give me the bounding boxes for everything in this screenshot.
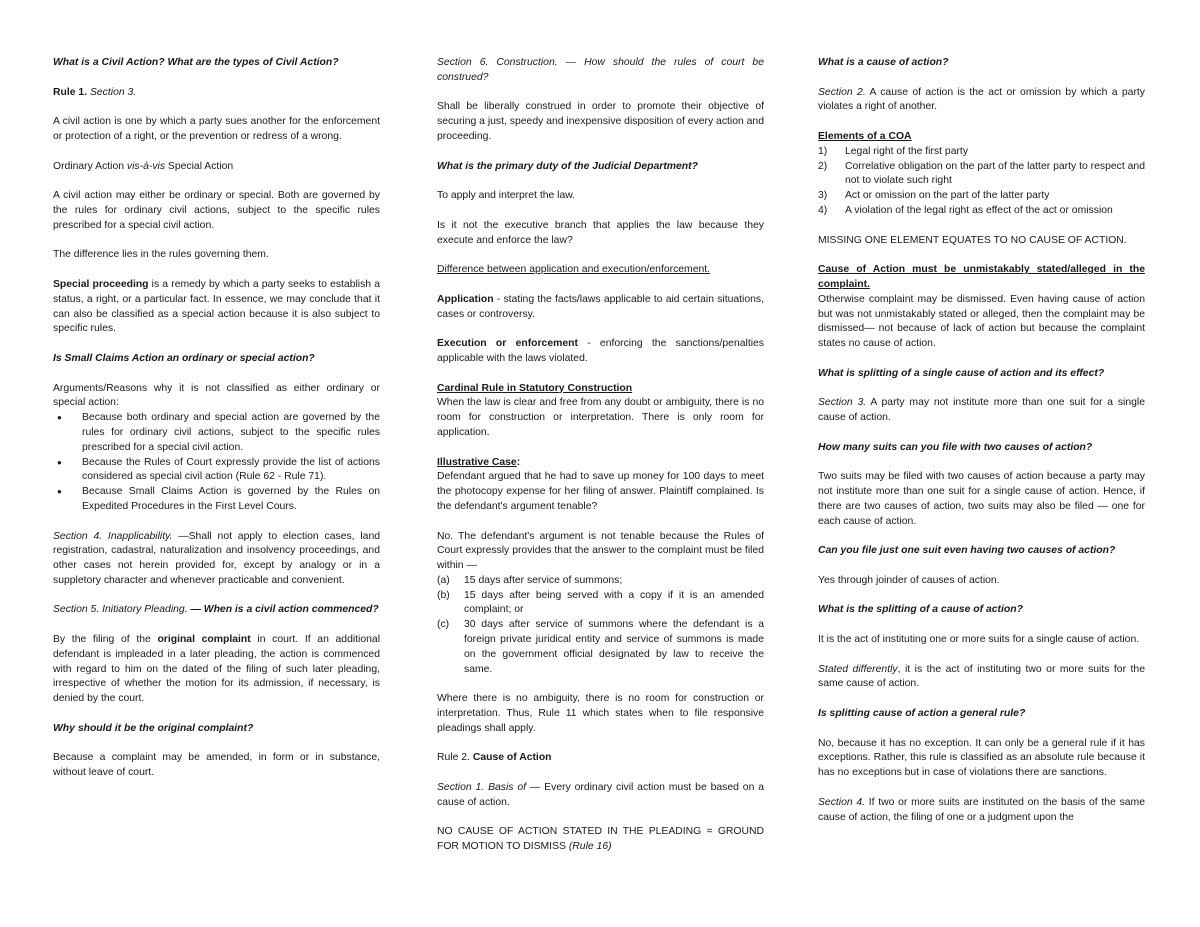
execution-paragraph: Execution or enforcement - enforcing the sanctions/penalties applicable with the laws violated.: [437, 338, 765, 364]
list-item: 2) Correlative obligation on the part of the latter party to respect and not to violate such right: [818, 160, 1145, 187]
arguments-intro: Arguments/Reasons why it is not classified as either ordinary or special action:: [53, 382, 380, 409]
question-how-many-suits: How many suits can you file with two causes of action?: [818, 441, 1093, 453]
elements-list: [818, 145, 1145, 219]
column-middle: [437, 56, 764, 870]
original-complaint-paragraph: By the filing of the original complaint in court. If an additional defendant is impleaded in a later pleading, the action is commenced with regard to him on the dated of the filing of such later pleading, irrespective of whether the motion for its admission, if necessary, is denied by the court.: [53, 634, 381, 705]
ordinary-vs-special-heading: Ordinary Action vis-à-vis Special Action: [53, 160, 234, 172]
two-suits-paragraph: Two suits may be filed with two causes of action because a party may not institute more than one suit for a single cause of action. Hence, if there are two causes of action, two suits may also be filed — one for each cause of action.: [818, 471, 1145, 527]
construe-paragraph: Shall be liberally construed in order to promote their objective of securing a just, speedy and inexpensive disposition of every action and proceeding.: [437, 101, 764, 142]
list-item: ● Because the Rules of Court expressly provide the list of actions considered as special civil action (Rule 62 - Rule 71).: [53, 456, 380, 486]
section-2-paragraph: Section 2. A cause of action is the act or omission by which a party violates a right of another.: [818, 86, 1145, 113]
elements-heading: Elements of a COA: [818, 130, 912, 142]
difference-paragraph: The difference lies in the rules governing them.: [53, 249, 269, 261]
list-item: 1) Legal right of the first party: [818, 145, 969, 157]
application-paragraph: Application - stating the facts/laws applicable to aid certain situations, cases or controversy.: [437, 293, 764, 320]
rule-2-heading: Rule 2. Cause of Action: [437, 752, 552, 764]
difference-heading: Difference between application and execution/enforcement.: [437, 264, 711, 276]
section-4-paragraph: Section 4. Inapplicability. —Shall not apply to election cases, land registration, cadastral, naturalization and insolvency proceedings, and other cases not herein provided for, except by analogy or in a suppletory character and whenever practicable and convenient.: [53, 530, 380, 586]
illustrative-case-heading: Illustrative Case:: [437, 456, 521, 468]
question-small-claims: Is Small Claims Action an ordinary or special action?: [53, 352, 315, 364]
list-item: ● Because Small Claims Action is governed by the Rules on Expedited Procedures in the First Level Cours.: [53, 485, 380, 515]
column-left: [53, 56, 380, 796]
section-5-heading: Section 5. Initiatory Pleading. — When is a civil action commenced?: [53, 604, 379, 616]
question-original-complaint: Why should it be the original complaint?: [53, 722, 254, 734]
list-item: (b) 15 days after being served with a copy if it is an amended complaint; or: [437, 589, 764, 616]
question-judicial-duty: What is the primary duty of the Judicial Department?: [437, 160, 698, 172]
amend-paragraph: Because a complaint may be amended, in form or in substance, without leave of court.: [53, 752, 380, 779]
question-one-suit: Can you file just one suit even having two causes of action?: [818, 545, 1116, 557]
missing-element-paragraph: MISSING ONE ELEMENT EQUATES TO NO CAUSE OF ACTION.: [818, 234, 1127, 246]
general-rule-paragraph: No, because it has no exception. It can only be a general rule if it has exceptions. Rather, this rule is classified as an absolute rule because it has no exceptions but in case of violations there are sanctions.: [818, 737, 1145, 779]
question-general-rule: Is splitting cause of action a general rule?: [818, 708, 1026, 720]
section-4-paragraph: Section 4. If two or more suits are instituted on the basis of the same cause of action, the filing of one or a judgment upon the: [818, 796, 1145, 823]
no-cause-paragraph: NO CAUSE OF ACTION STATED IN THE PLEADING = GROUND FOR MOTION TO DISMISS (Rule 16): [437, 826, 764, 853]
illustrative-case-paragraph: Defendant argued that he had to save up money for 100 days to meet the photocopy expense for her filing of answer. Plaintiff complained. Is the defendant's argument tenable?: [437, 471, 764, 512]
list-item: (c) 30 days after service of summons where the defendant is a foreign private juridical entity and service of summons is made on the government official designated by law to receive the same.: [437, 619, 764, 675]
question-civil-action: What is a Civil Action? What are the types of Civil Action?: [53, 57, 339, 68]
reasons-list: [53, 411, 380, 515]
cardinal-rule-heading: Cardinal Rule in Statutory Construction: [437, 382, 633, 394]
section-1-paragraph: Section 1. Basis of — Every ordinary civil action must be based on a cause of action.: [437, 782, 764, 808]
question-splitting-effect: What is splitting of a single cause of action and its effect?: [818, 367, 1105, 379]
list-item: 3) Act or omission on the part of the latter party: [818, 190, 1050, 202]
ambiguity-paragraph: Where there is no ambiguity, there is no room for construction or interpretation. Thus, Rule 11 which states when to file responsive pleadings shall apply.: [437, 693, 764, 734]
cardinal-rule-paragraph: When the law is clear and free from any doubt or ambiguity, there is no room for construction or interpretation. There is only room for application.: [437, 397, 764, 438]
coa-stated-heading: Cause of Action must be unmistakably stated/alleged in the complaint.: [818, 264, 1145, 290]
civil-action-definition: A civil action is one by which a party sues another for the enforcement or protection of a right, or the prevention or redress of a wrong.: [53, 116, 380, 142]
column-right: [818, 56, 1145, 840]
splitting-paragraph: It is the act of instituting one or more suits for a single cause of action.: [818, 634, 1140, 646]
question-cause-of-action: What is a cause of action?: [818, 57, 949, 68]
special-proceeding-paragraph: Special proceeding is a remedy by which a party seeks to establish a status, a right, or a particular fact. In essence, we may conclude that it can also be classified as a special action because it is also subject to specific rules.: [53, 278, 380, 335]
section-3-paragraph: Section 3. A party may not institute more than one suit for a single cause of action.: [818, 397, 1145, 424]
section-6-heading: Section 6. Construction. — How should the rules of court be construed?: [437, 57, 764, 83]
joinder-paragraph: Yes through joinder of causes of action.: [818, 574, 1000, 586]
stated-differently-paragraph: Stated differently, it is the act of instituting two or more suits for the same cause of action.: [818, 663, 1145, 690]
not-tenable-paragraph: No. The defendant's argument is not tenable because the Rules of Court expressly provides that the answer to the complaint must be filed within —: [437, 530, 764, 572]
list-item: ● Because both ordinary and special action are governed by the rules for ordinary civil actions, subject to the specific rules prescribed for a special civil action.: [53, 411, 380, 455]
executive-question-paragraph: Is it not the executive branch that applies the law because they execute and enforce the law?: [437, 219, 764, 246]
question-splitting-definition: What is the splitting of a cause of action?: [818, 604, 1023, 616]
otherwise-paragraph: Otherwise complaint may be dismissed. Even having cause of action but was not unmistakably stated or alleged, then the complaint may be dismissed— not because of lack of action but because the complaint states no cause of action.: [818, 293, 1145, 350]
rule-1-heading: Rule 1. Section 3.: [53, 86, 137, 98]
apply-paragraph: To apply and interpret the law.: [437, 190, 576, 202]
answer-deadlines-list: [437, 574, 764, 678]
list-item: (a) 15 days after service of summons;: [437, 574, 623, 586]
ordinary-special-paragraph: A civil action may either be ordinary or special. Both are governed by the rules for ordinary civil actions, subject to the specific rules prescribed for a special civil action.: [53, 190, 380, 231]
list-item: 4) A violation of the legal right as effect of the act or omission: [818, 204, 1113, 216]
